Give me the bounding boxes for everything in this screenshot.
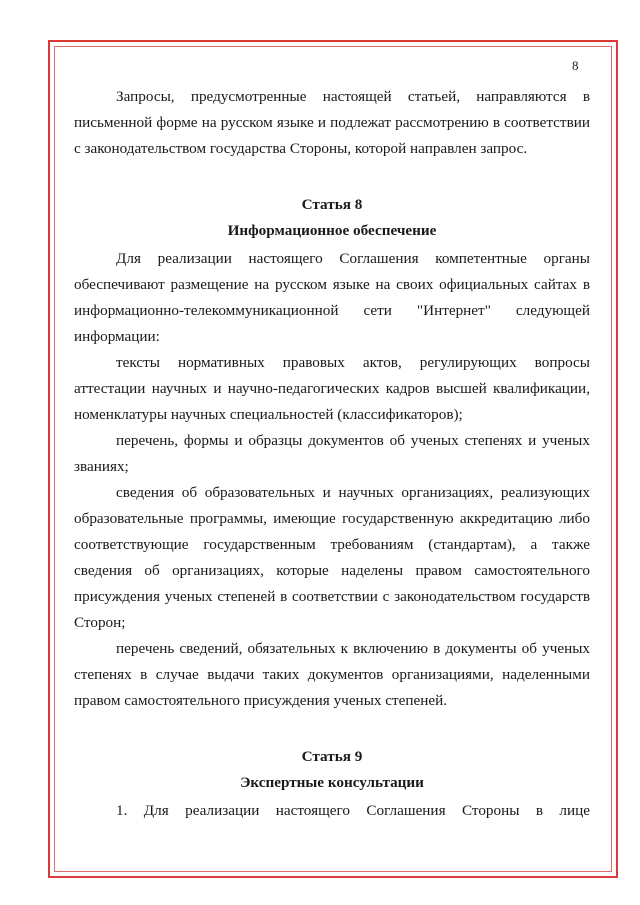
page-number: 8	[572, 58, 579, 73]
article-8-title: Информационное обеспечение	[227, 222, 437, 239]
document-body	[74, 84, 590, 824]
paragraph-normative-acts: тексты нормативных правовых актов, регулирующих вопросы аттестации научных и научно-педагогических кадров высшей квалификации, номенклатуры научных специальностей (классификаторов);	[74, 354, 590, 423]
paragraph-organizations: сведения об образовательных и научных организациях, реализующих образовательные программы, имеющие государственную аккредитацию либо соответствующие государственным требованиям (стандартам), а также сведения об организациях, которые наделены правом самостоятельного присуждения ученых степеней в соответствии с законодательством государств Сторон;	[74, 484, 590, 631]
article-9-number: Статья 9	[301, 748, 363, 765]
paragraph-document-forms: перечень, формы и образцы документов об ученых степенях и ученых званиях;	[74, 432, 590, 475]
article-8-number: Статья 8	[301, 196, 363, 213]
paragraph-required-info: перечень сведений, обязательных к включению в документы об ученых степенях в случае выдачи таких документов организациями, наделенными правом самостоятельного присуждения ученых степеней.	[74, 640, 590, 709]
paragraph-requests: Запросы, предусмотренные настоящей статьей, направляются в письменной форме на русском языке и подлежат рассмотрению в соответствии с законодательством государства Стороны, которой направлен запрос.	[74, 88, 590, 157]
article-9-title: Экспертные консультации	[240, 774, 424, 791]
paragraph-info-intro: Для реализации настоящего Соглашения компетентные органы обеспечивают размещение на русском языке на своих официальных сайтах в информационно-телекоммуникационной сети "Интернет" следующей информации:	[74, 250, 590, 345]
paragraph-expert-1: 1. Для реализации настоящего Соглашения Стороны в лице	[116, 802, 590, 819]
